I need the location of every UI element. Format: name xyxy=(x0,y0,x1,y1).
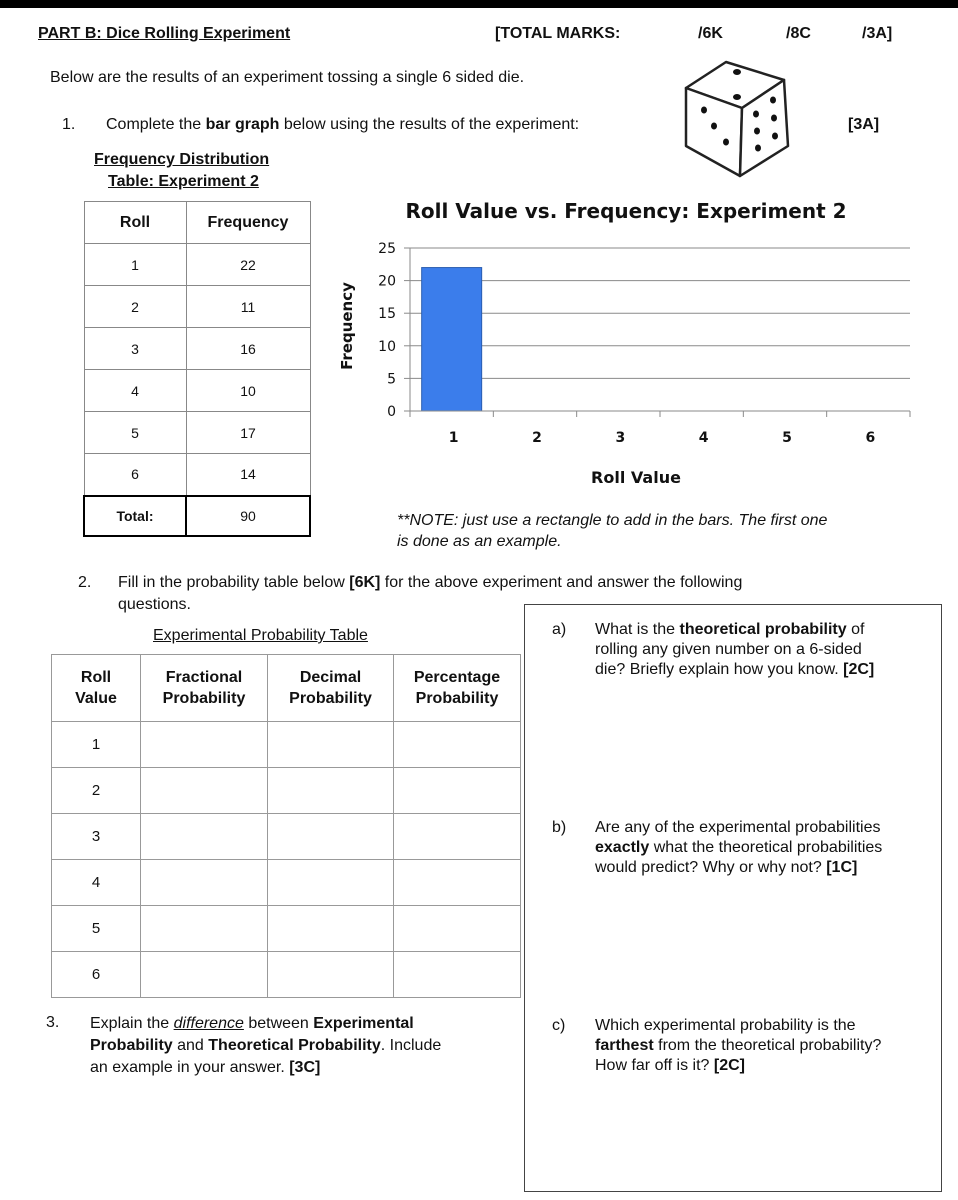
frequency-table xyxy=(83,201,311,537)
x-tick-label: 1 xyxy=(448,430,459,446)
question-c: Which experimental probability is the farthest from the theoretical probability? How far off is it? [2C] xyxy=(595,1017,882,1074)
header-frequency: Frequency xyxy=(186,202,310,244)
x-tick-label: 3 xyxy=(615,430,626,446)
y-axis-label: Frequency xyxy=(338,282,356,370)
answer-box[interactable] xyxy=(524,604,942,1192)
percentage-cell[interactable] xyxy=(394,814,521,860)
y-tick-label: 0 xyxy=(387,404,396,420)
y-tick-label: 10 xyxy=(378,338,396,355)
q2-number: 2. xyxy=(78,574,92,591)
prob-table-caption: Experimental Probability Table xyxy=(153,627,368,644)
fractional-cell[interactable] xyxy=(141,722,268,768)
roll-value-cell: 3 xyxy=(52,814,141,860)
part-title: PART B: Dice Rolling Experiment xyxy=(38,25,291,42)
decimal-cell[interactable] xyxy=(268,952,394,998)
top-border xyxy=(0,0,958,8)
total-marks-label: [TOTAL MARKS: xyxy=(495,25,621,42)
table-header-row xyxy=(52,655,521,722)
table-row xyxy=(52,952,521,998)
percentage-cell[interactable] xyxy=(394,952,521,998)
header-fractional: Fractional Probability xyxy=(141,655,268,722)
note-line-2: is done as an example. xyxy=(397,533,562,550)
q1-marks: [3A] xyxy=(848,116,880,133)
frequency-cell: 16 xyxy=(186,328,310,370)
die-icon xyxy=(680,58,798,184)
probability-table xyxy=(51,654,521,998)
roll-value-cell: 5 xyxy=(52,906,141,952)
q1-text: Complete the bar graph below using the results of the experiment: xyxy=(106,116,580,133)
table-header-row xyxy=(84,202,310,244)
question-3: Explain the difference between Experimental Probability and Theoretical Probability. Include an example in your answer. [3C] xyxy=(90,1015,442,1076)
table-row xyxy=(52,906,521,952)
note-line-1: **NOTE: just use a rectangle to add in the bars. The first one xyxy=(397,512,828,529)
frequency-cell: 22 xyxy=(186,244,310,286)
bar-roll-1 xyxy=(422,268,482,411)
total-row xyxy=(84,496,310,536)
decimal-cell[interactable] xyxy=(268,722,394,768)
frequency-cell: 17 xyxy=(186,412,310,454)
frequency-cell: 14 xyxy=(186,454,310,496)
total-label: Total: xyxy=(84,496,186,536)
table-row xyxy=(52,768,521,814)
roll-cell: 5 xyxy=(84,412,186,454)
table-row xyxy=(84,454,310,496)
question-b: Are any of the experimental probabilities exactly what the theoretical probabilities would predict? Why or why not? [1C] xyxy=(595,819,883,876)
roll-value-cell: 6 xyxy=(52,952,141,998)
table-row xyxy=(84,370,310,412)
roll-value-cell: 1 xyxy=(52,722,141,768)
frequency-cell: 11 xyxy=(186,286,310,328)
qa-label: a) xyxy=(552,621,567,638)
roll-cell: 2 xyxy=(84,286,186,328)
x-tick-label: 4 xyxy=(698,430,709,446)
chart-title: Roll Value vs. Frequency: Experiment 2 xyxy=(405,199,847,223)
table-row xyxy=(52,722,521,768)
percentage-cell[interactable] xyxy=(394,768,521,814)
marks-c: /8C xyxy=(786,25,811,42)
x-tick-label: 6 xyxy=(865,430,876,446)
decimal-cell[interactable] xyxy=(268,906,394,952)
header-percentage: Percentage Probability xyxy=(394,655,521,722)
roll-value-cell: 2 xyxy=(52,768,141,814)
marks-a: /3A] xyxy=(862,25,893,42)
x-tick-label: 2 xyxy=(532,430,542,446)
roll-cell: 3 xyxy=(84,328,186,370)
decimal-cell[interactable] xyxy=(268,860,394,906)
header-decimal: Decimal Probability xyxy=(268,655,394,722)
roll-cell: 1 xyxy=(84,244,186,286)
roll-cell: 4 xyxy=(84,370,186,412)
qc-label: c) xyxy=(552,1017,566,1034)
y-tick-label: 15 xyxy=(378,306,396,323)
fractional-cell[interactable] xyxy=(141,768,268,814)
fractional-cell[interactable] xyxy=(141,952,268,998)
marks-k: /6K xyxy=(698,25,723,42)
q2-line-1: Fill in the probability table below [6K] for the above experiment and answer the following xyxy=(118,574,743,591)
header-roll-value: Roll Value xyxy=(52,655,141,722)
question-a: What is the theoretical probability of rolling any given number on a 6-sided die? Briefly explain how you know. [2C] xyxy=(595,621,875,678)
decimal-cell[interactable] xyxy=(268,768,394,814)
intro-text: Below are the results of an experiment tossing a single 6 sided die. xyxy=(50,69,525,86)
percentage-cell[interactable] xyxy=(394,722,521,768)
table-row xyxy=(52,814,521,860)
q3-number: 3. xyxy=(46,1014,60,1031)
y-tick-label: 5 xyxy=(387,371,396,388)
roll-cell: 6 xyxy=(84,454,186,496)
table-row xyxy=(52,860,521,906)
x-axis-label: Roll Value xyxy=(591,468,681,487)
freq-table-caption-2: Table: Experiment 2 xyxy=(108,173,259,190)
chart-note xyxy=(397,510,827,552)
table-row xyxy=(84,286,310,328)
x-tick-label: 5 xyxy=(782,430,792,446)
freq-table-caption-1: Frequency Distribution xyxy=(94,151,270,168)
table-row xyxy=(84,244,310,286)
fractional-cell[interactable] xyxy=(141,906,268,952)
table-row xyxy=(84,412,310,454)
y-tick-label: 20 xyxy=(378,273,396,290)
header-roll: Roll xyxy=(84,202,186,244)
percentage-cell[interactable] xyxy=(394,860,521,906)
q2-line-2: questions. xyxy=(118,596,191,613)
decimal-cell[interactable] xyxy=(268,814,394,860)
fractional-cell[interactable] xyxy=(141,860,268,906)
total-value: 90 xyxy=(186,496,310,536)
percentage-cell[interactable] xyxy=(394,906,521,952)
fractional-cell[interactable] xyxy=(141,814,268,860)
y-tick-label: 25 xyxy=(378,241,396,257)
chart-gridlines xyxy=(410,248,910,378)
q1-number: 1. xyxy=(62,116,76,133)
bar-chart xyxy=(330,190,930,500)
roll-value-cell: 4 xyxy=(52,860,141,906)
qb-label: b) xyxy=(552,819,567,836)
chart-bars xyxy=(422,268,482,411)
table-row xyxy=(84,328,310,370)
frequency-cell: 10 xyxy=(186,370,310,412)
